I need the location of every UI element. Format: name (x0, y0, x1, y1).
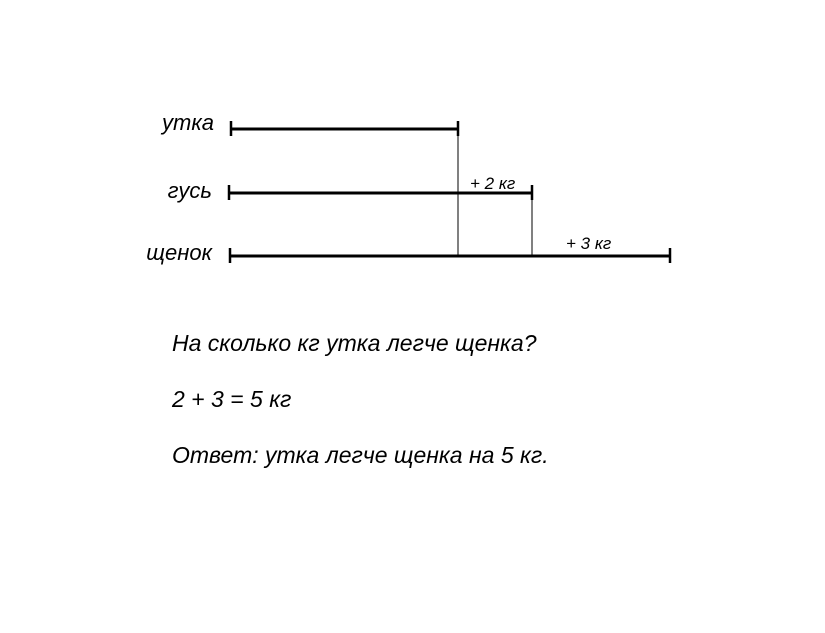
difference-label-goose: + 2 кг (470, 174, 516, 193)
row-label-puppy: щенок (146, 240, 212, 265)
calculation-text: 2 + 3 = 5 кг (172, 386, 292, 412)
answer-text: Ответ: утка легче щенка на 5 кг. (172, 442, 549, 468)
question-text: На сколько кг утка легче щенка? (172, 330, 537, 356)
difference-label-puppy: + 3 кг (566, 234, 612, 253)
row-label-goose: гусь (167, 178, 212, 203)
segment-duck (231, 121, 458, 136)
row-label-duck: утка (162, 110, 214, 135)
